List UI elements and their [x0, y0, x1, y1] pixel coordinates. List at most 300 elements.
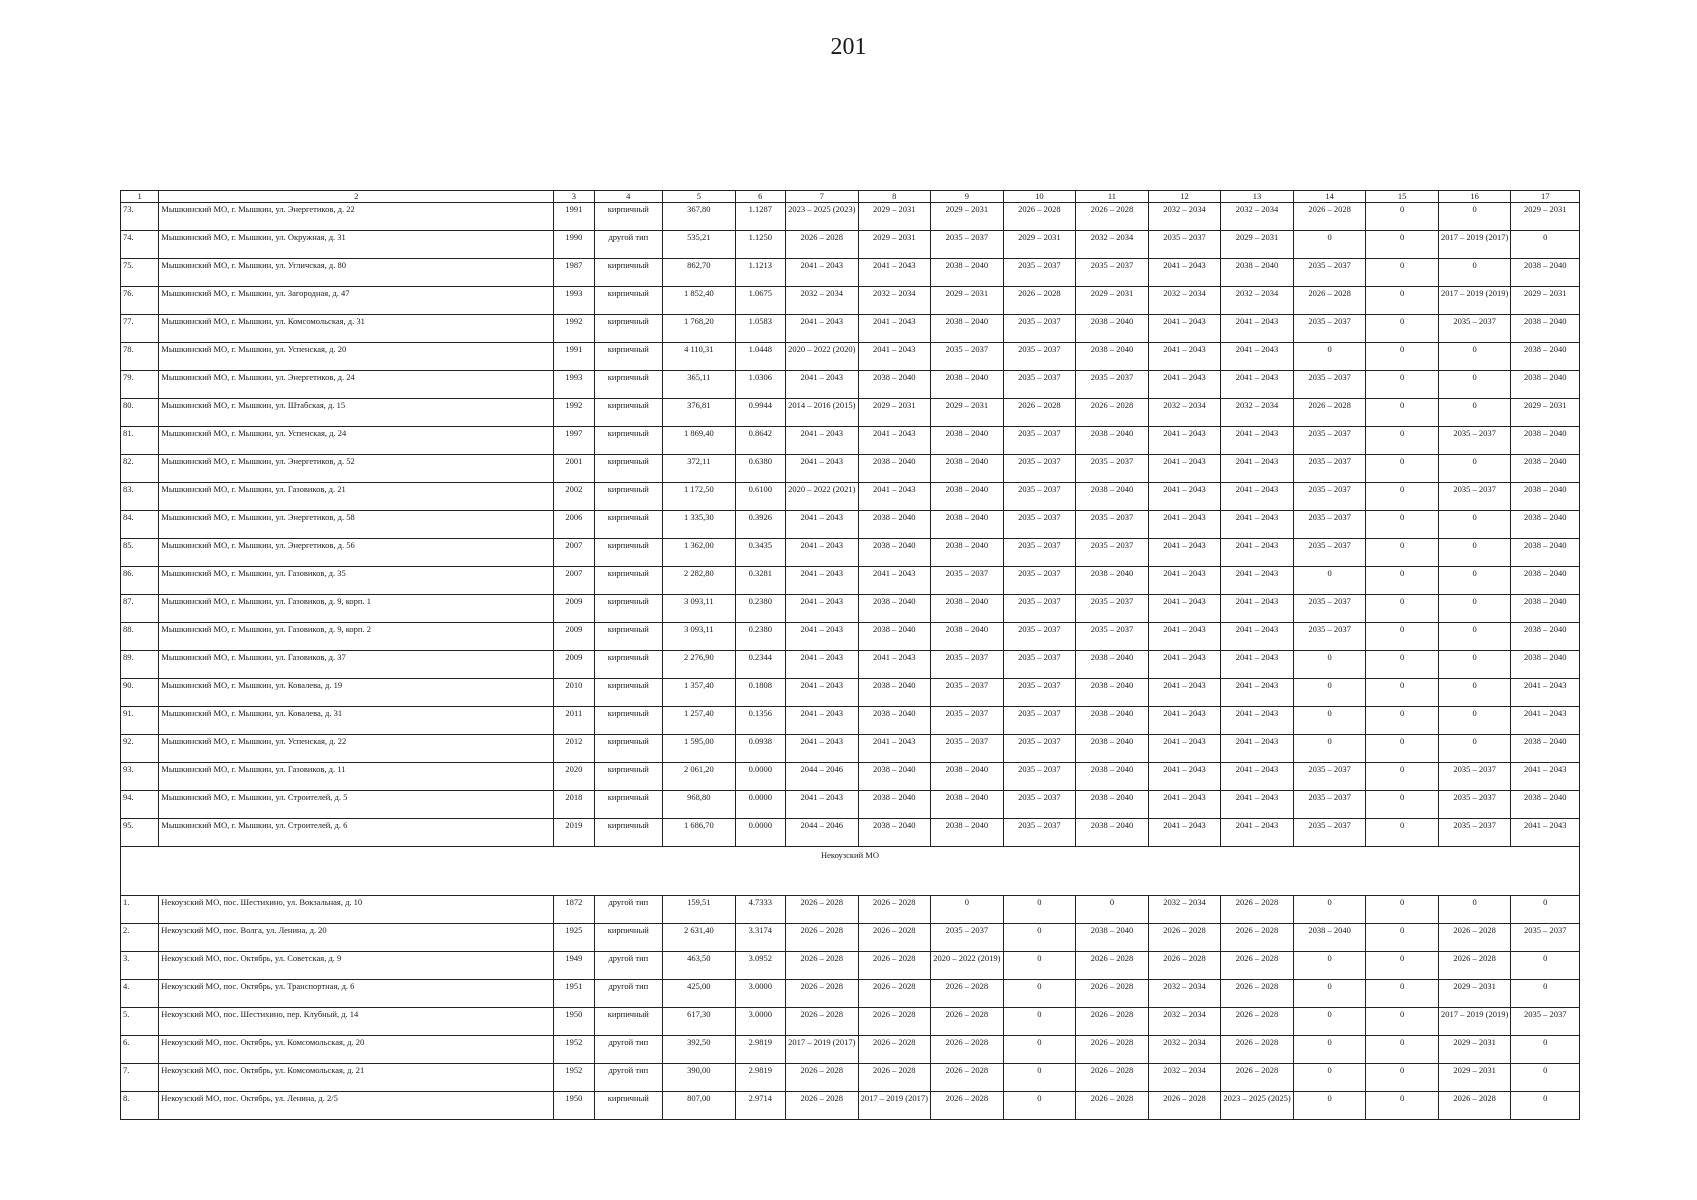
address-cell: Мышкинский МО, г. Мышкин, ул. Строителей, д. 6 — [159, 819, 554, 847]
value-col15-cell: 0 — [1366, 623, 1439, 651]
build-year-cell: 2009 — [554, 595, 594, 623]
wall-type-cell: кирпичный — [594, 399, 663, 427]
wall-type-cell: кирпичный — [594, 511, 663, 539]
address-cell: Мышкинский МО, г. Мышкин, ул. Успенская, д. 24 — [159, 427, 554, 455]
wear-index-cell: 0.3926 — [735, 511, 785, 539]
build-year-cell: 1992 — [554, 399, 594, 427]
building-register-table — [120, 190, 1580, 1120]
row-number-cell: 86. — [121, 567, 159, 595]
period-col12-cell: 2041 – 2043 — [1148, 511, 1221, 539]
build-year-cell: 2020 — [554, 763, 594, 791]
area-cell: 1 357,40 — [663, 679, 736, 707]
build-year-cell: 1950 — [554, 1092, 594, 1120]
period-col11-cell: 2038 – 2040 — [1076, 707, 1149, 735]
period-col9-cell: 2026 – 2028 — [931, 980, 1004, 1008]
period-col14-cell: 0 — [1293, 1008, 1366, 1036]
build-year-cell: 1991 — [554, 203, 594, 231]
wear-index-cell: 2.9819 — [735, 1036, 785, 1064]
period-col7-cell: 2026 – 2028 — [785, 1064, 858, 1092]
period-col8-cell: 2038 – 2040 — [858, 595, 931, 623]
value-col15-cell: 0 — [1366, 707, 1439, 735]
period-col14-cell: 0 — [1293, 980, 1366, 1008]
address-cell: Мышкинский МО, г. Мышкин, ул. Строителей, д. 5 — [159, 791, 554, 819]
period-col9-cell: 2035 – 2037 — [931, 707, 1004, 735]
area-cell: 367,80 — [663, 203, 736, 231]
period-col16-cell: 2035 – 2037 — [1438, 819, 1511, 847]
build-year-cell: 1872 — [554, 896, 594, 924]
period-col7-cell: 2041 – 2043 — [785, 735, 858, 763]
period-col13-cell: 2041 – 2043 — [1221, 707, 1294, 735]
table-row — [121, 952, 1580, 980]
value-col15-cell: 0 — [1366, 1036, 1439, 1064]
row-number-cell: 90. — [121, 679, 159, 707]
area-cell: 1 172,50 — [663, 483, 736, 511]
period-col14-cell: 2035 – 2037 — [1293, 427, 1366, 455]
build-year-cell: 2018 — [554, 791, 594, 819]
period-col17-cell: 2041 – 2043 — [1511, 819, 1580, 847]
area-cell: 862,70 — [663, 259, 736, 287]
area-cell: 372,11 — [663, 455, 736, 483]
period-col13-cell: 2041 – 2043 — [1221, 427, 1294, 455]
period-col16-cell: 0 — [1438, 595, 1511, 623]
wall-type-cell: кирпичный — [594, 455, 663, 483]
period-col10-cell: 2035 – 2037 — [1003, 707, 1076, 735]
table-row — [121, 791, 1580, 819]
period-col17-cell: 2038 – 2040 — [1511, 651, 1580, 679]
period-col14-cell: 0 — [1293, 952, 1366, 980]
period-col8-cell: 2041 – 2043 — [858, 567, 931, 595]
wear-index-cell: 3.0000 — [735, 1008, 785, 1036]
period-col12-cell: 2032 – 2034 — [1148, 1008, 1221, 1036]
build-year-cell: 1987 — [554, 259, 594, 287]
period-col12-cell: 2041 – 2043 — [1148, 455, 1221, 483]
table-row — [121, 763, 1580, 791]
period-col8-cell: 2038 – 2040 — [858, 679, 931, 707]
address-cell: Мышкинский МО, г. Мышкин, ул. Энергетиков, д. 58 — [159, 511, 554, 539]
period-col14-cell: 0 — [1293, 679, 1366, 707]
period-col16-cell: 0 — [1438, 651, 1511, 679]
row-number-cell: 81. — [121, 427, 159, 455]
table-row — [121, 651, 1580, 679]
period-col10-cell: 2035 – 2037 — [1003, 539, 1076, 567]
period-col10-cell: 0 — [1003, 1092, 1076, 1120]
period-col7-cell: 2026 – 2028 — [785, 924, 858, 952]
column-number: 16 — [1438, 191, 1511, 203]
address-cell: Некоузский МО, пос. Шестихино, пер. Клубный, д. 14 — [159, 1008, 554, 1036]
period-col13-cell: 2026 – 2028 — [1221, 1036, 1294, 1064]
period-col17-cell: 0 — [1511, 1064, 1580, 1092]
area-cell: 3 093,11 — [663, 595, 736, 623]
period-col13-cell: 2026 – 2028 — [1221, 952, 1294, 980]
row-number-cell: 75. — [121, 259, 159, 287]
period-col7-cell: 2041 – 2043 — [785, 259, 858, 287]
period-col17-cell: 2038 – 2040 — [1511, 511, 1580, 539]
period-col17-cell: 0 — [1511, 896, 1580, 924]
period-col10-cell: 2035 – 2037 — [1003, 427, 1076, 455]
address-cell: Мышкинский МО, г. Мышкин, ул. Газовиков, д. 35 — [159, 567, 554, 595]
area-cell: 617,30 — [663, 1008, 736, 1036]
period-col13-cell: 2026 – 2028 — [1221, 896, 1294, 924]
wall-type-cell: кирпичный — [594, 819, 663, 847]
period-col14-cell: 2035 – 2037 — [1293, 539, 1366, 567]
period-col7-cell: 2041 – 2043 — [785, 651, 858, 679]
period-col11-cell: 2038 – 2040 — [1076, 679, 1149, 707]
period-col10-cell: 0 — [1003, 924, 1076, 952]
column-number: 8 — [858, 191, 931, 203]
period-col17-cell: 2038 – 2040 — [1511, 483, 1580, 511]
address-cell: Некоузский МО, пос. Октябрь, ул. Комсомольская, д. 21 — [159, 1064, 554, 1092]
area-cell: 807,00 — [663, 1092, 736, 1120]
period-col10-cell: 2035 – 2037 — [1003, 763, 1076, 791]
wear-index-cell: 1.0675 — [735, 287, 785, 315]
wear-index-cell: 0.0000 — [735, 791, 785, 819]
area-cell: 1 869,40 — [663, 427, 736, 455]
area-cell: 2 282,80 — [663, 567, 736, 595]
wear-index-cell: 2.9819 — [735, 1064, 785, 1092]
period-col10-cell: 2035 – 2037 — [1003, 511, 1076, 539]
period-col12-cell: 2032 – 2034 — [1148, 1036, 1221, 1064]
period-col13-cell: 2041 – 2043 — [1221, 315, 1294, 343]
wall-type-cell: другой тип — [594, 980, 663, 1008]
build-year-cell: 2009 — [554, 651, 594, 679]
period-col16-cell: 2035 – 2037 — [1438, 791, 1511, 819]
period-col10-cell: 0 — [1003, 1008, 1076, 1036]
period-col7-cell: 2026 – 2028 — [785, 1092, 858, 1120]
column-number: 17 — [1511, 191, 1580, 203]
period-col12-cell: 2032 – 2034 — [1148, 399, 1221, 427]
period-col7-cell: 2041 – 2043 — [785, 511, 858, 539]
column-number: 5 — [663, 191, 736, 203]
period-col14-cell: 0 — [1293, 1064, 1366, 1092]
wall-type-cell: другой тип — [594, 1064, 663, 1092]
period-col16-cell: 2035 – 2037 — [1438, 427, 1511, 455]
period-col8-cell: 2038 – 2040 — [858, 763, 931, 791]
period-col9-cell: 2038 – 2040 — [931, 259, 1004, 287]
period-col7-cell: 2041 – 2043 — [785, 455, 858, 483]
value-col15-cell: 0 — [1366, 679, 1439, 707]
period-col12-cell: 2041 – 2043 — [1148, 735, 1221, 763]
period-col11-cell: 2026 – 2028 — [1076, 952, 1149, 980]
period-col7-cell: 2044 – 2046 — [785, 819, 858, 847]
wall-type-cell: кирпичный — [594, 735, 663, 763]
row-number-cell: 95. — [121, 819, 159, 847]
period-col13-cell: 2041 – 2043 — [1221, 343, 1294, 371]
value-col15-cell: 0 — [1366, 259, 1439, 287]
address-cell: Мышкинский МО, г. Мышкин, ул. Газовиков, д. 11 — [159, 763, 554, 791]
period-col7-cell: 2041 – 2043 — [785, 595, 858, 623]
period-col7-cell: 2026 – 2028 — [785, 952, 858, 980]
column-number: 10 — [1003, 191, 1076, 203]
period-col9-cell: 2038 – 2040 — [931, 539, 1004, 567]
period-col9-cell: 2038 – 2040 — [931, 763, 1004, 791]
row-number-cell: 5. — [121, 1008, 159, 1036]
area-cell: 2 631,40 — [663, 924, 736, 952]
value-col15-cell: 0 — [1366, 567, 1439, 595]
value-col15-cell: 0 — [1366, 315, 1439, 343]
row-number-cell: 89. — [121, 651, 159, 679]
build-year-cell: 1993 — [554, 287, 594, 315]
period-col9-cell: 2038 – 2040 — [931, 511, 1004, 539]
period-col10-cell: 2035 – 2037 — [1003, 791, 1076, 819]
period-col12-cell: 2041 – 2043 — [1148, 483, 1221, 511]
table-row — [121, 483, 1580, 511]
build-year-cell: 1990 — [554, 231, 594, 259]
period-col17-cell: 2038 – 2040 — [1511, 371, 1580, 399]
build-year-cell: 1951 — [554, 980, 594, 1008]
period-col12-cell: 2041 – 2043 — [1148, 567, 1221, 595]
period-col7-cell: 2041 – 2043 — [785, 791, 858, 819]
value-col15-cell: 0 — [1366, 231, 1439, 259]
column-number-row — [121, 191, 1580, 203]
wall-type-cell: кирпичный — [594, 791, 663, 819]
period-col14-cell: 2038 – 2040 — [1293, 924, 1366, 952]
period-col10-cell: 2035 – 2037 — [1003, 455, 1076, 483]
period-col10-cell: 2035 – 2037 — [1003, 259, 1076, 287]
row-number-cell: 4. — [121, 980, 159, 1008]
period-col17-cell: 2038 – 2040 — [1511, 315, 1580, 343]
table-row — [121, 924, 1580, 952]
period-col8-cell: 2041 – 2043 — [858, 427, 931, 455]
wall-type-cell: кирпичный — [594, 343, 663, 371]
period-col14-cell: 0 — [1293, 896, 1366, 924]
period-col17-cell: 2038 – 2040 — [1511, 539, 1580, 567]
period-col8-cell: 2038 – 2040 — [858, 707, 931, 735]
period-col16-cell: 0 — [1438, 259, 1511, 287]
build-year-cell: 2007 — [554, 539, 594, 567]
value-col15-cell: 0 — [1366, 1092, 1439, 1120]
period-col7-cell: 2017 – 2019 (2017) — [785, 1036, 858, 1064]
period-col8-cell: 2038 – 2040 — [858, 819, 931, 847]
period-col12-cell: 2026 – 2028 — [1148, 1092, 1221, 1120]
period-col13-cell: 2038 – 2040 — [1221, 259, 1294, 287]
period-col11-cell: 0 — [1076, 896, 1149, 924]
period-col16-cell: 0 — [1438, 896, 1511, 924]
area-cell: 1 768,20 — [663, 315, 736, 343]
wall-type-cell: другой тип — [594, 896, 663, 924]
row-number-cell: 88. — [121, 623, 159, 651]
period-col11-cell: 2038 – 2040 — [1076, 651, 1149, 679]
period-col16-cell: 2029 – 2031 — [1438, 1036, 1511, 1064]
address-cell: Мышкинский МО, г. Мышкин, ул. Энергетиков, д. 24 — [159, 371, 554, 399]
value-col15-cell: 0 — [1366, 483, 1439, 511]
period-col13-cell: 2026 – 2028 — [1221, 1008, 1294, 1036]
build-year-cell: 1997 — [554, 427, 594, 455]
value-col15-cell: 0 — [1366, 763, 1439, 791]
period-col11-cell: 2035 – 2037 — [1076, 623, 1149, 651]
period-col16-cell: 0 — [1438, 455, 1511, 483]
period-col11-cell: 2035 – 2037 — [1076, 539, 1149, 567]
table-row — [121, 819, 1580, 847]
period-col9-cell: 2026 – 2028 — [931, 1064, 1004, 1092]
period-col13-cell: 2041 – 2043 — [1221, 623, 1294, 651]
area-cell: 968,80 — [663, 791, 736, 819]
period-col12-cell: 2026 – 2028 — [1148, 924, 1221, 952]
wall-type-cell: другой тип — [594, 1036, 663, 1064]
address-cell: Мышкинский МО, г. Мышкин, ул. Ковалева, д. 19 — [159, 679, 554, 707]
wear-index-cell: 0.2380 — [735, 623, 785, 651]
row-number-cell: 6. — [121, 1036, 159, 1064]
build-year-cell: 1992 — [554, 315, 594, 343]
wall-type-cell: кирпичный — [594, 287, 663, 315]
period-col17-cell: 2029 – 2031 — [1511, 399, 1580, 427]
period-col8-cell: 2041 – 2043 — [858, 343, 931, 371]
period-col16-cell: 0 — [1438, 735, 1511, 763]
area-cell: 390,00 — [663, 1064, 736, 1092]
area-cell: 3 093,11 — [663, 623, 736, 651]
period-col8-cell: 2026 – 2028 — [858, 896, 931, 924]
period-col13-cell: 2041 – 2043 — [1221, 511, 1294, 539]
period-col12-cell: 2041 – 2043 — [1148, 343, 1221, 371]
value-col15-cell: 0 — [1366, 651, 1439, 679]
period-col13-cell: 2041 – 2043 — [1221, 651, 1294, 679]
table-row — [121, 1092, 1580, 1120]
period-col12-cell: 2041 – 2043 — [1148, 679, 1221, 707]
period-col17-cell: 0 — [1511, 1092, 1580, 1120]
period-col16-cell: 2017 – 2019 (2019) — [1438, 287, 1511, 315]
period-col16-cell: 2026 – 2028 — [1438, 924, 1511, 952]
table-row — [121, 707, 1580, 735]
period-col11-cell: 2026 – 2028 — [1076, 203, 1149, 231]
period-col10-cell: 0 — [1003, 1036, 1076, 1064]
period-col7-cell: 2014 – 2016 (2015) — [785, 399, 858, 427]
wear-index-cell: 4.7333 — [735, 896, 785, 924]
period-col7-cell: 2026 – 2028 — [785, 1008, 858, 1036]
build-year-cell: 2012 — [554, 735, 594, 763]
value-col15-cell: 0 — [1366, 595, 1439, 623]
period-col17-cell: 2038 – 2040 — [1511, 791, 1580, 819]
wear-index-cell: 3.0000 — [735, 980, 785, 1008]
address-cell: Мышкинский МО, г. Мышкин, ул. Угличская, д. 80 — [159, 259, 554, 287]
period-col8-cell: 2041 – 2043 — [858, 651, 931, 679]
area-cell: 535,21 — [663, 231, 736, 259]
period-col11-cell: 2038 – 2040 — [1076, 315, 1149, 343]
period-col11-cell: 2035 – 2037 — [1076, 371, 1149, 399]
period-col12-cell: 2041 – 2043 — [1148, 707, 1221, 735]
address-cell: Некоузский МО, пос. Октябрь, ул. Комсомольская, д. 20 — [159, 1036, 554, 1064]
address-cell: Мышкинский МО, г. Мышкин, ул. Штабская, д. 15 — [159, 399, 554, 427]
wall-type-cell: кирпичный — [594, 371, 663, 399]
column-number: 3 — [554, 191, 594, 203]
wall-type-cell: кирпичный — [594, 427, 663, 455]
value-col15-cell: 0 — [1366, 924, 1439, 952]
period-col17-cell: 2038 – 2040 — [1511, 343, 1580, 371]
period-col14-cell: 2035 – 2037 — [1293, 483, 1366, 511]
period-col9-cell: 2038 – 2040 — [931, 427, 1004, 455]
table-row — [121, 980, 1580, 1008]
period-col7-cell: 2044 – 2046 — [785, 763, 858, 791]
table-row — [121, 567, 1580, 595]
wear-index-cell: 1.1250 — [735, 231, 785, 259]
wall-type-cell: кирпичный — [594, 679, 663, 707]
period-col11-cell: 2038 – 2040 — [1076, 763, 1149, 791]
period-col7-cell: 2041 – 2043 — [785, 427, 858, 455]
period-col10-cell: 2026 – 2028 — [1003, 287, 1076, 315]
value-col15-cell: 0 — [1366, 371, 1439, 399]
table-row — [121, 259, 1580, 287]
row-number-cell: 84. — [121, 511, 159, 539]
row-number-cell: 79. — [121, 371, 159, 399]
period-col13-cell: 2041 – 2043 — [1221, 539, 1294, 567]
period-col11-cell: 2035 – 2037 — [1076, 595, 1149, 623]
period-col10-cell: 2035 – 2037 — [1003, 623, 1076, 651]
row-number-cell: 78. — [121, 343, 159, 371]
address-cell: Некоузский МО, пос. Октябрь, ул. Транспортная, д. 6 — [159, 980, 554, 1008]
area-cell: 4 110,31 — [663, 343, 736, 371]
period-col17-cell: 2038 – 2040 — [1511, 455, 1580, 483]
period-col17-cell: 0 — [1511, 1036, 1580, 1064]
row-number-cell: 83. — [121, 483, 159, 511]
area-cell: 2 276,90 — [663, 651, 736, 679]
area-cell: 392,50 — [663, 1036, 736, 1064]
period-col9-cell: 2026 – 2028 — [931, 1092, 1004, 1120]
period-col14-cell: 2026 – 2028 — [1293, 203, 1366, 231]
table-row — [121, 1036, 1580, 1064]
period-col8-cell: 2026 – 2028 — [858, 1008, 931, 1036]
period-col11-cell: 2026 – 2028 — [1076, 980, 1149, 1008]
period-col7-cell: 2020 – 2022 (2020) — [785, 343, 858, 371]
period-col11-cell: 2038 – 2040 — [1076, 819, 1149, 847]
period-col7-cell: 2041 – 2043 — [785, 315, 858, 343]
period-col7-cell: 2041 – 2043 — [785, 371, 858, 399]
address-cell: Некоузский МО, пос. Шестихино, ул. Вокзальная, д. 10 — [159, 896, 554, 924]
period-col9-cell: 2035 – 2037 — [931, 651, 1004, 679]
period-col8-cell: 2029 – 2031 — [858, 231, 931, 259]
period-col12-cell: 2041 – 2043 — [1148, 539, 1221, 567]
row-number-cell: 74. — [121, 231, 159, 259]
period-col11-cell: 2038 – 2040 — [1076, 483, 1149, 511]
period-col7-cell: 2032 – 2034 — [785, 287, 858, 315]
wall-type-cell: кирпичный — [594, 203, 663, 231]
row-number-cell: 80. — [121, 399, 159, 427]
period-col14-cell: 2035 – 2037 — [1293, 763, 1366, 791]
period-col14-cell: 2035 – 2037 — [1293, 259, 1366, 287]
build-year-cell: 2001 — [554, 455, 594, 483]
table-row — [121, 315, 1580, 343]
period-col14-cell: 2026 – 2028 — [1293, 399, 1366, 427]
period-col9-cell: 2038 – 2040 — [931, 623, 1004, 651]
period-col7-cell: 2041 – 2043 — [785, 679, 858, 707]
period-col10-cell: 2035 – 2037 — [1003, 651, 1076, 679]
table-row — [121, 511, 1580, 539]
wall-type-cell: кирпичный — [594, 259, 663, 287]
period-col7-cell: 2020 – 2022 (2021) — [785, 483, 858, 511]
period-col11-cell: 2038 – 2040 — [1076, 567, 1149, 595]
period-col12-cell: 2041 – 2043 — [1148, 259, 1221, 287]
period-col8-cell: 2029 – 2031 — [858, 203, 931, 231]
address-cell: Мышкинский МО, г. Мышкин, ул. Газовиков, д. 9, корп. 1 — [159, 595, 554, 623]
value-col15-cell: 0 — [1366, 539, 1439, 567]
wall-type-cell: кирпичный — [594, 651, 663, 679]
period-col14-cell: 0 — [1293, 651, 1366, 679]
column-number: 6 — [735, 191, 785, 203]
period-col11-cell: 2026 – 2028 — [1076, 399, 1149, 427]
row-number-cell: 2. — [121, 924, 159, 952]
table-row — [121, 896, 1580, 924]
period-col12-cell: 2041 – 2043 — [1148, 427, 1221, 455]
period-col10-cell: 0 — [1003, 896, 1076, 924]
row-number-cell: 82. — [121, 455, 159, 483]
period-col11-cell: 2038 – 2040 — [1076, 735, 1149, 763]
build-year-cell: 2010 — [554, 679, 594, 707]
address-cell: Мышкинский МО, г. Мышкин, ул. Газовиков, д. 9, корп. 2 — [159, 623, 554, 651]
period-col8-cell: 2038 – 2040 — [858, 791, 931, 819]
row-number-cell: 3. — [121, 952, 159, 980]
period-col17-cell: 2029 – 2031 — [1511, 287, 1580, 315]
build-year-cell: 1991 — [554, 343, 594, 371]
period-col9-cell: 2035 – 2037 — [931, 567, 1004, 595]
wear-index-cell: 0.0000 — [735, 819, 785, 847]
period-col16-cell: 2017 – 2019 (2017) — [1438, 231, 1511, 259]
